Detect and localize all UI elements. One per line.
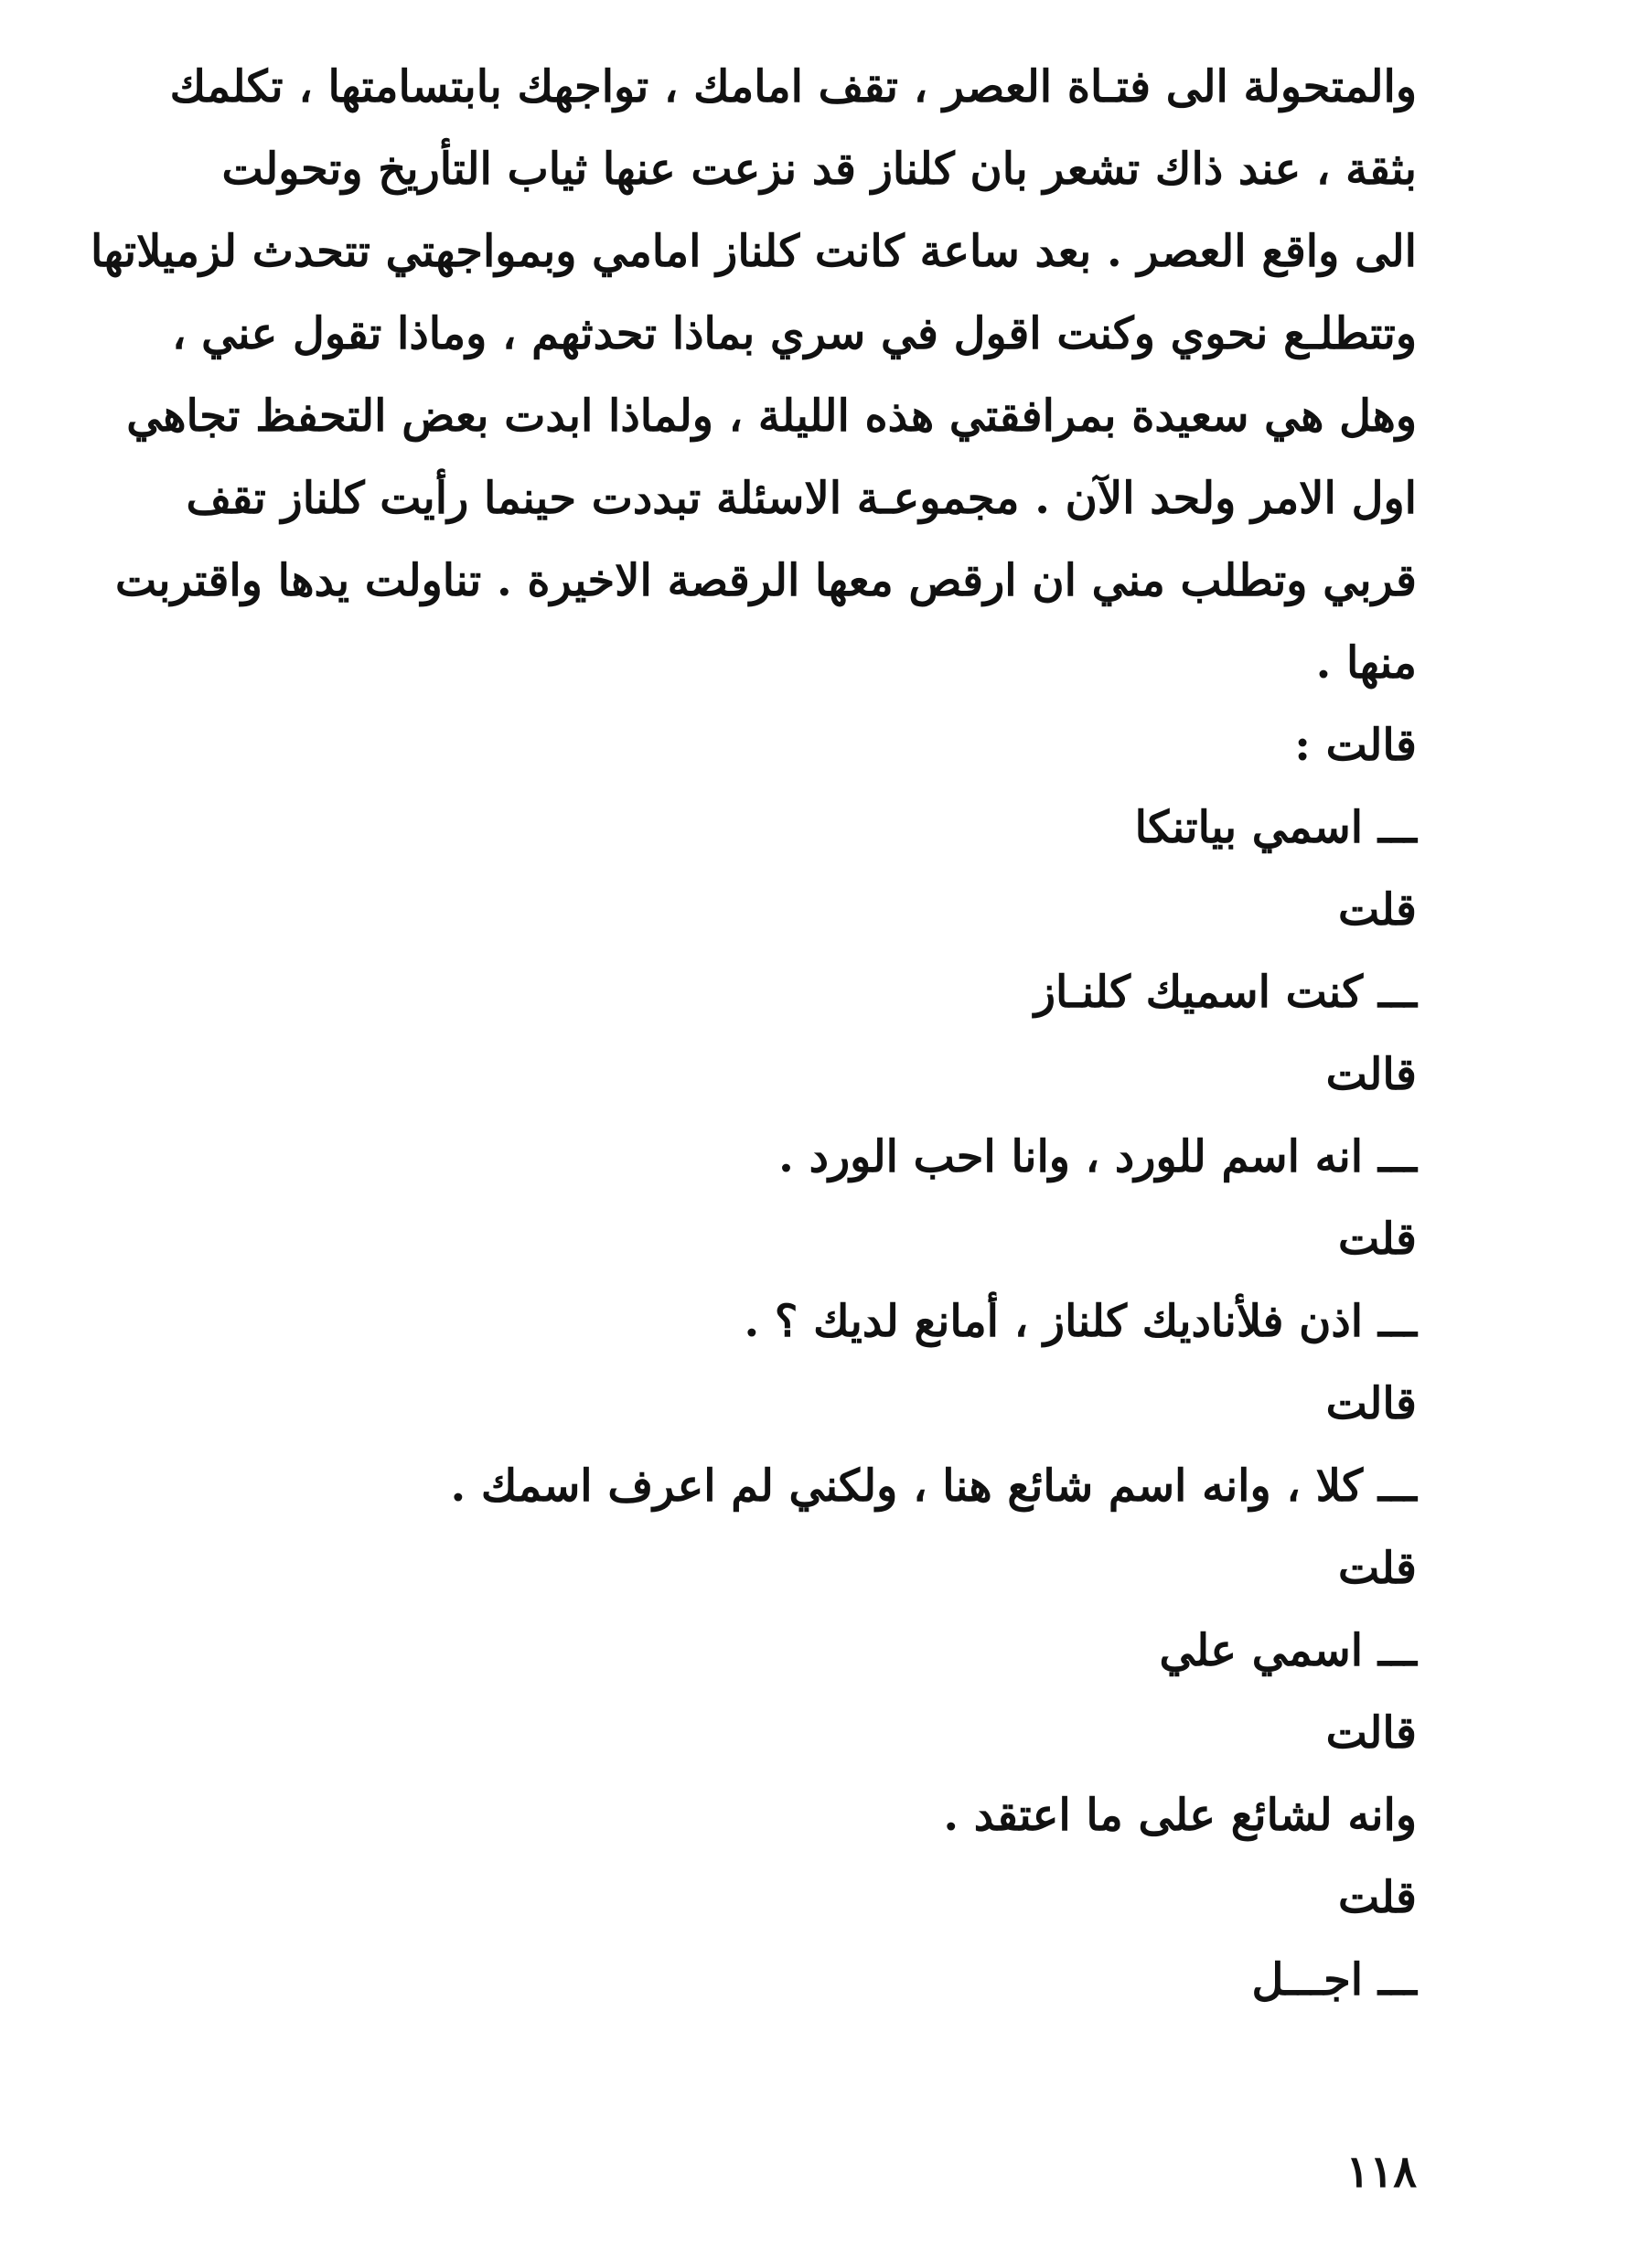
paragraph-line: وتتطلـع نحوي وكنت اقول في سري بماذا تحدثهم ، وماذا تقول عني ، — [171, 308, 1417, 359]
dialogue-line: ـــ اسمي علي — [1159, 1625, 1417, 1676]
dialogue-line: ـــ كنت اسميك كلنـاز — [1034, 967, 1417, 1018]
speaker-she-said: قالت — [1325, 1707, 1417, 1759]
paragraph-line: والمتحولة الى فتـاة العصر ، تقف امامك ، تواجهك بابتسامتها ، تكلمك — [169, 61, 1417, 112]
paragraph-line: الى واقع العصر . بعد ساعة كانت كلناز امامي وبمواجهتي تتحدث لزميلاتها — [90, 226, 1417, 277]
paragraph-line: منها . — [1315, 637, 1417, 689]
dialogue-line: ـــ اذن فلأناديك كلناز ، أمانع لديك ؟ . — [744, 1296, 1417, 1347]
dialogue-line: وانه لشائع على ما اعتقد . — [943, 1790, 1417, 1841]
dialogue-line: ـــ كلا ، وانه اسم شائع هنا ، ولكني لم اعرف اسمك . — [450, 1460, 1417, 1512]
paragraph-line: وهل هي سعيدة بمرافقتي هذه الليلة ، ولماذا ابدت بعض التحفظ تجاهي — [126, 390, 1417, 442]
dialogue-line: ـــ انه اسم للورد ، وانا احب الورد . — [778, 1131, 1417, 1182]
paragraph-line: اول الامر ولحد الآن . مجموعـة الاسئلة تبددت حينما رأيت كلناز تقف — [186, 473, 1417, 524]
speaker-she-said: قالت — [1325, 1378, 1417, 1429]
speaker-i-said: قلت — [1338, 1214, 1417, 1265]
dialogue-line: ـــ اسمي بياتنكا — [1134, 802, 1417, 853]
speaker-i-said: قلت — [1338, 884, 1417, 936]
paragraph-line: قربي وتطلب مني ان ارقص معها الرقصة الاخيرة . تناولت يدها واقتربت — [114, 555, 1417, 606]
speaker-she-said: قالت : — [1294, 720, 1417, 771]
paragraph-line: بثقة ، عند ذاك تشعر بان كلناز قد نزعت عنها ثياب التأريخ وتحولت — [221, 144, 1417, 195]
dialogue-line: ـــ اجـــل — [1251, 1954, 1417, 2006]
page-number: ١١٨ — [1345, 2146, 1417, 2198]
speaker-i-said: قلت — [1338, 1872, 1417, 1923]
speaker-i-said: قلت — [1338, 1543, 1417, 1594]
speaker-she-said: قالت — [1325, 1049, 1417, 1100]
